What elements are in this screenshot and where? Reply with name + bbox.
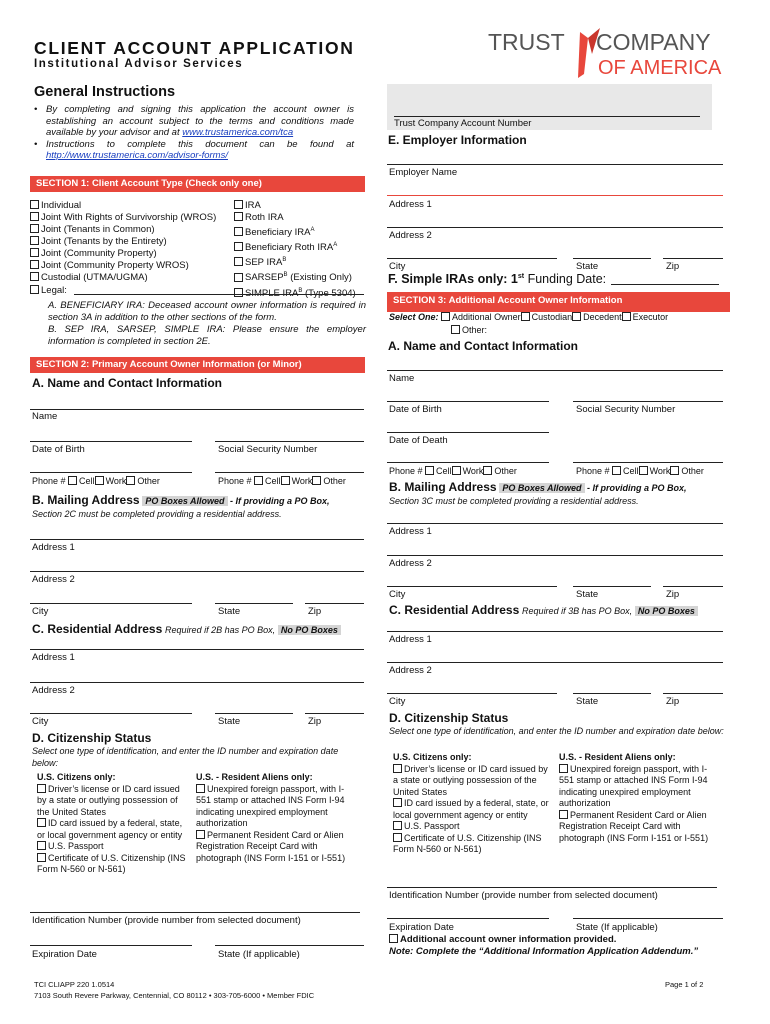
phone1-label: Phone # Cell Work Other: [32, 476, 160, 486]
s3-id-state-input[interactable]: [573, 918, 723, 919]
checkbox[interactable]: [234, 288, 243, 297]
expiration-input[interactable]: [30, 945, 192, 946]
employer-zip-input[interactable]: [663, 258, 723, 259]
res-zip-input[interactable]: [305, 713, 364, 714]
section2a-heading: A. Name and Contact Information: [32, 376, 223, 390]
option-legal[interactable]: Legal:: [30, 285, 67, 296]
option-joint-community-wros[interactable]: Joint (Community Property WROS): [30, 260, 216, 272]
option-sarsep[interactable]: $SARSEP^B$ (Existing Only): [234, 269, 356, 284]
checkbox[interactable]: [441, 312, 450, 321]
res-address2-input[interactable]: [30, 682, 364, 683]
mail-zip-input[interactable]: [305, 603, 364, 604]
s3-res-address2-input[interactable]: [387, 662, 723, 663]
s3-name-input[interactable]: [387, 370, 723, 371]
footer-address: 7103 South Revere Parkway, Centennial, CO 80112 • 303-705-6000 • Member FDIC: [34, 991, 315, 1000]
mail-state-label: State: [218, 606, 241, 617]
work-checkbox[interactable]: [639, 466, 648, 475]
checkbox[interactable]: [559, 810, 568, 819]
s3-mail-zip-input[interactable]: [663, 586, 723, 587]
id-option[interactable]: U.S. Passport: [37, 841, 187, 853]
section2b-heading: B. Mailing Address PO Boxes Allowed - If providing a PO Box,: [32, 493, 330, 507]
resident-aliens-heading: U.S. - Resident Aliens only:: [196, 772, 313, 782]
id-state-label: State (If applicable): [218, 949, 300, 960]
res-state-input[interactable]: [215, 713, 293, 714]
checkbox[interactable]: [196, 830, 205, 839]
checkbox[interactable]: [30, 224, 39, 233]
section3d-heading: D. Citizenship Status: [389, 711, 509, 725]
work-checkbox[interactable]: [281, 476, 290, 485]
s3-phone2-input[interactable]: [573, 462, 723, 463]
page-title: CLIENT ACCOUNT APPLICATION: [34, 38, 355, 58]
checkbox[interactable]: [393, 833, 402, 842]
resident-aliens-heading: U.S. - Resident Aliens only:: [559, 752, 676, 762]
instruction-item: • By completing and signing this application the account owner is establishing an account subject to the terms and conditions made available by your advisor and at www.trustamerica.com/tca: [30, 104, 354, 139]
s3-res-state-input[interactable]: [573, 693, 651, 694]
phone1-input[interactable]: [30, 472, 192, 473]
res-address2-label: Address 2: [32, 685, 75, 696]
s3-name-label: Name: [389, 373, 415, 384]
ssn-label: Social Security Number: [218, 444, 318, 455]
section3c-heading: C. Residential Address Required if 3B has PO Box, No PO Boxes: [389, 603, 734, 617]
section2d-note: Select one type of identification, and enter the ID number and expiration date below:: [32, 746, 339, 768]
mail-address1-label: Address 1: [32, 542, 75, 553]
id-option[interactable]: ID card issued by a federal, state, or local government agency or entity: [37, 818, 183, 840]
checkbox[interactable]: [393, 764, 402, 773]
section3-bar: SECTION 3: Additional Account Owner Information: [387, 292, 730, 312]
res-address1-label: Address 1: [32, 652, 75, 663]
mail-address1-input[interactable]: [30, 539, 364, 540]
option-joint-wros[interactable]: Joint With Rights of Survivorship (WROS): [30, 212, 216, 224]
id-number-label: Identification Number (provide number from selected document): [32, 915, 301, 926]
s3-ssn-input[interactable]: [573, 401, 723, 402]
page-number: Page 1 of 2: [665, 980, 704, 989]
s3-ssn-label: Social Security Number: [576, 404, 676, 415]
option-joint-entirety[interactable]: Joint (Tenants by the Entirety): [30, 236, 216, 248]
id-option[interactable]: Permanent Resident Card or Alien Registration Receipt Card with photograph (INS Form I-151 or I-551): [559, 809, 709, 843]
id-option[interactable]: Driver’s license or ID card issued by a state or outlying possession of the United States: [393, 763, 548, 797]
checkbox[interactable]: [234, 227, 243, 236]
work-checkbox[interactable]: [95, 476, 104, 485]
s3-mail-city-label: City: [389, 589, 406, 600]
logo-mark-icon: [488, 24, 728, 80]
s3-dob-label: Date of Birth: [389, 404, 442, 415]
s3-phone2-label: Phone # Cell Work Other: [576, 466, 704, 476]
s3-id-number-input[interactable]: [387, 887, 717, 888]
mail-city-label: City: [32, 606, 49, 617]
s3-mail-address1-input[interactable]: [387, 523, 723, 524]
cell-checkbox[interactable]: [612, 466, 621, 475]
id-option[interactable]: ID card issued by a federal, state, or local government agency or entity: [393, 798, 549, 820]
id-number-input[interactable]: [30, 912, 360, 913]
s3-expiration-input[interactable]: [387, 918, 549, 919]
res-state-label: State: [218, 716, 241, 727]
employer-address2-label: Address 2: [389, 230, 432, 241]
us-citizens-heading: U.S. Citizens only:: [393, 752, 472, 762]
checkbox[interactable]: [234, 273, 243, 282]
section1-left-options: [30, 200, 216, 284]
section3b-note: Section 3C must be completed providing a residential address.: [389, 496, 639, 506]
checkbox[interactable]: [37, 818, 46, 827]
s3-mail-address2-label: Address 2: [389, 558, 432, 569]
account-number-label: Trust Company Account Number: [394, 118, 532, 129]
section1-note-a: A. BENEFICIARY IRA: Deceased account owner information is required in section 3A in addition to the other sections of the form.: [48, 300, 366, 323]
ssn-input[interactable]: [215, 441, 364, 442]
checkbox[interactable]: [393, 798, 402, 807]
s3-mail-state-input[interactable]: [573, 586, 651, 587]
s3-resident-aliens-list: [559, 752, 719, 844]
s3-mail-state-label: State: [576, 589, 599, 600]
s3-mail-zip-label: Zip: [666, 589, 680, 600]
s3-res-zip-label: Zip: [666, 696, 680, 707]
section1-right-options: [234, 200, 356, 300]
s3-res-address1-input[interactable]: [387, 631, 723, 632]
name-label: Name: [32, 411, 58, 422]
checkbox[interactable]: [37, 784, 46, 793]
checkbox[interactable]: [30, 200, 39, 209]
checkbox[interactable]: [572, 312, 581, 321]
option-custodial[interactable]: Custodial (UTMA/UGMA): [30, 272, 216, 284]
s3-res-city-label: City: [389, 696, 406, 707]
option-beneficiary-ira[interactable]: Beneficiary $IRA^A$: [234, 224, 356, 239]
option-beneficiary-roth-ira[interactable]: Beneficiary Roth $IRA^A$: [234, 239, 356, 254]
instruction-item: • Instructions to complete this document can be found at http://www.trustamerica.com/advisor-forms/: [30, 139, 354, 162]
checkbox[interactable]: [559, 764, 568, 773]
cell-checkbox[interactable]: [68, 476, 77, 485]
checkbox[interactable]: [30, 212, 39, 221]
employer-state-label: State: [576, 261, 599, 272]
checkbox[interactable]: [30, 285, 39, 294]
funding-date-input[interactable]: [611, 284, 719, 285]
option-joint-community[interactable]: Joint (Community Property): [30, 248, 216, 260]
general-instructions-heading: General Instructions: [34, 84, 176, 100]
employer-name-label: Employer Name: [389, 167, 458, 178]
us-citizens-heading: U.S. Citizens only:: [37, 772, 116, 782]
additional-info-option[interactable]: Additional account owner information provided.: [389, 934, 616, 945]
id-option[interactable]: Driver’s license or ID card issued by a state or outlying possession of the United States: [37, 783, 180, 817]
other-checkbox[interactable]: [312, 476, 321, 485]
employer-name-input[interactable]: [387, 164, 723, 165]
resident-aliens-list: [196, 772, 356, 864]
id-option[interactable]: Certificate of U.S. Citizenship (INS Form N-560 or N-561): [37, 852, 186, 874]
checkbox[interactable]: [393, 821, 402, 830]
section2b-note: Section 2C must be completed providing a residential address.: [32, 509, 282, 519]
other-checkbox[interactable]: [670, 466, 679, 475]
option-sep-ira[interactable]: SEP $IRA^B$: [234, 254, 356, 269]
work-checkbox[interactable]: [452, 466, 461, 475]
section2-bar: SECTION 2: Primary Account Owner Information (or Minor): [30, 357, 365, 373]
option-ira[interactable]: IRA: [234, 200, 356, 212]
s3-id-number-label: Identification Number (provide number from selected document): [389, 890, 658, 901]
res-city-input[interactable]: [30, 713, 192, 714]
s3-phone1-input[interactable]: [387, 462, 549, 463]
checkbox[interactable]: [30, 272, 39, 281]
s3-dod-label: Date of Death: [389, 435, 448, 446]
checkbox[interactable]: [234, 242, 243, 251]
res-zip-label: Zip: [308, 716, 322, 727]
checkbox[interactable]: [622, 312, 631, 321]
res-address1-input[interactable]: [30, 649, 364, 650]
res-city-label: City: [32, 716, 49, 727]
employer-state-input[interactable]: [573, 258, 651, 259]
s3-expiration-label: Expiration Date: [389, 922, 454, 933]
id-option[interactable]: U.S. Passport: [393, 821, 551, 833]
general-instructions-list: [30, 104, 354, 162]
company-logo: [488, 24, 728, 80]
checkbox[interactable]: [451, 325, 460, 334]
checkbox[interactable]: [521, 312, 530, 321]
owner-type-other[interactable]: Other:: [451, 325, 487, 335]
mail-zip-label: Zip: [308, 606, 322, 617]
trustamerica-link[interactable]: www.trustamerica.com/tca: [182, 127, 294, 138]
page-subtitle: Institutional Advisor Services: [34, 58, 244, 70]
s3-res-address1-label: Address 1: [389, 634, 432, 645]
other-checkbox[interactable]: [483, 466, 492, 475]
id-option[interactable]: Certificate of U.S. Citizenship (INS Form N-560 or N-561): [393, 832, 542, 854]
checkbox[interactable]: [234, 200, 243, 209]
id-option[interactable]: Permanent Resident Card or Alien Registration Receipt Card with photograph (INS Form I-151 or I-551): [196, 829, 346, 863]
dob-label: Date of Birth: [32, 444, 85, 455]
checkbox[interactable]: [30, 248, 39, 257]
id-state-input[interactable]: [215, 945, 364, 946]
checkbox[interactable]: [234, 212, 243, 221]
name-input[interactable]: [30, 409, 364, 410]
s3-us-citizens-list: [393, 752, 551, 856]
section1-note-b: B. SEP IRA, SARSEP, SIMPLE IRA: Please ensure the employer information is completed in section 2E.: [48, 324, 366, 347]
s3-mail-address2-input[interactable]: [387, 555, 723, 556]
mail-state-input[interactable]: [215, 603, 293, 604]
footer-code: TCI CLIAPP 220 1.0514: [34, 980, 115, 989]
s3-mail-city-input[interactable]: [387, 586, 557, 587]
option-roth-ira[interactable]: Roth IRA: [234, 212, 356, 224]
logo-text-trust: TRUST: [488, 29, 565, 55]
cell-checkbox[interactable]: [425, 466, 434, 475]
phone2-input[interactable]: [215, 472, 364, 473]
account-number-input[interactable]: [394, 116, 700, 117]
s3-res-zip-input[interactable]: [663, 693, 723, 694]
s3-mail-address1-label: Address 1: [389, 526, 432, 537]
advisor-forms-link[interactable]: http://www.trustamerica.com/advisor-forms/: [46, 150, 228, 161]
checkbox[interactable]: [389, 934, 398, 943]
logo-text-america: OF AMERICA: [598, 57, 722, 79]
s3-dod-input[interactable]: [387, 432, 549, 433]
s3-phone1-label: Phone # Cell Work Other: [389, 466, 517, 476]
section1-bar: SECTION 1: Client Account Type (Check only one): [30, 176, 365, 192]
id-option[interactable]: Unexpired foreign passport, with I-551 stamp or attached INS Form I-94 indicating unexpired employment authorization: [196, 783, 345, 828]
checkbox[interactable]: [234, 257, 243, 266]
section3d-note: Select one type of identification, and enter the ID number and expiration date below:: [389, 726, 724, 736]
additional-info-note: Note: Complete the “Additional Information Application Addendum.”: [389, 946, 699, 957]
dob-input[interactable]: [30, 441, 192, 442]
employer-address1-input[interactable]: [387, 227, 723, 228]
mail-city-input[interactable]: [30, 603, 192, 604]
employer-zip-label: Zip: [666, 261, 680, 272]
other-checkbox[interactable]: [126, 476, 135, 485]
checkbox[interactable]: [30, 236, 39, 245]
owner-type-selector: Select One: Additional Owner Custodian Decedent Executor: [389, 312, 669, 322]
s3-res-state-label: State: [576, 696, 599, 707]
simple-ira-funding: F. Simple IRAs only: 1st Funding Date:: [388, 272, 607, 286]
section3a-heading: A. Name and Contact Information: [388, 339, 579, 353]
us-citizens-list: [37, 772, 187, 876]
expiration-label: Expiration Date: [32, 949, 97, 960]
mail-address2-input[interactable]: [30, 571, 364, 572]
phone2-label: Phone # Cell Work Other: [218, 476, 346, 486]
option-joint-tic[interactable]: Joint (Tenants in Common): [30, 224, 216, 236]
mail-address2-label: Address 2: [32, 574, 75, 585]
logo-text-company: COMPANY: [596, 29, 711, 55]
checkbox[interactable]: [37, 853, 46, 862]
legal-input[interactable]: [74, 294, 364, 295]
cell-checkbox[interactable]: [254, 476, 263, 485]
checkbox[interactable]: [196, 784, 205, 793]
option-individual[interactable]: Individual: [30, 200, 216, 212]
employer-address1-label: Address 1: [389, 199, 432, 210]
checkbox[interactable]: [30, 260, 39, 269]
checkbox[interactable]: [37, 841, 46, 850]
section2c-heading: C. Residential Address Required if 2B has PO Box, No PO Boxes: [32, 622, 372, 636]
employer-city-label: City: [389, 261, 406, 272]
section3b-heading: B. Mailing Address PO Boxes Allowed - If providing a PO Box,: [389, 480, 687, 494]
section2d-heading: D. Citizenship Status: [32, 731, 152, 745]
s3-res-city-input[interactable]: [387, 693, 557, 694]
employer-address-divider: [387, 195, 723, 196]
s3-res-address2-label: Address 2: [389, 665, 432, 676]
employer-city-input[interactable]: [387, 258, 557, 259]
section2e-heading: E. Employer Information: [388, 133, 527, 147]
option-simple-ira[interactable]: SIMPLE $IRA^B$ (Type 5304): [234, 285, 356, 300]
id-option[interactable]: Unexpired foreign passport, with I-551 stamp or attached INS Form I-94 indicating unexpired employment authorization: [559, 763, 708, 808]
s3-id-state-label: State (If applicable): [576, 922, 658, 933]
s3-dob-input[interactable]: [387, 401, 549, 402]
